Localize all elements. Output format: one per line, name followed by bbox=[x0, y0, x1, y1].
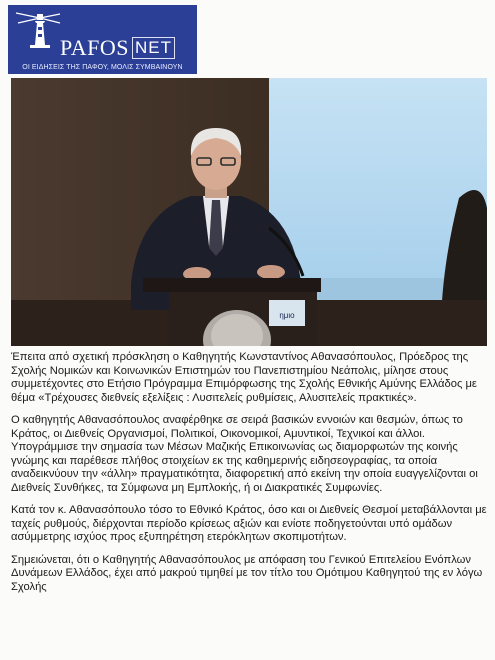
article-paragraph: Σημειώνεται, ότι ο Καθηγητής Αθανασόπουλος με απόφαση του Γενικού Επιτελείου Ενόπλων Δυνάμεων Ελλάδος, έχει από μακρού τιμηθεί με τον τίτλο του Ομότιμου Καθηγητού της εν λόγω Σχολής bbox=[11, 553, 483, 593]
lecture-photo bbox=[11, 78, 487, 346]
brand-net: NET bbox=[132, 37, 175, 59]
masthead bbox=[8, 5, 197, 74]
brand-pafos: PAFOS bbox=[60, 35, 129, 60]
podium-top bbox=[143, 278, 321, 292]
article-paragraph: Κατά τον κ. Αθανασόπουλο τόσο το Εθνικό Κράτος, όσο και οι Διεθνείς Θεσμοί μεταβάλλονται με ταχείς ρυθμούς, διέρχονται περίοδο κρίσεως αξιών και ενίοτε ποδηγετούνται υπό ομάδων ασύμμετρης ισχύος προς εξυπηρέτηση ετερόκλητων σκοπιμοτήτων. bbox=[11, 504, 487, 544]
article-paragraph: Έπειτα από σχετική πρόσκληση ο Καθηγητής Κωνσταντίνος Αθανασόπουλος, Πρόεδρος της Σχολής Νομικών και Κοινωνικών Επιστημών του Πανεπιστημίου Νεάπολις, μίλησε στους συμμετέχοντες στο Ετήσιο Πρόγραμμα Επιμόρφωσης της Σχολής Εθνικής Αμύνης Ελλάδος με θέμα «Τρέχουσες διεθνείς εξελίξεις : Λυσιτελείς ρυθμίσεις, Αλυσιτελείς πρακτικές». bbox=[11, 351, 477, 404]
lighthouse-logo-icon bbox=[14, 11, 62, 51]
brand-wordmark bbox=[60, 37, 175, 59]
article-paragraph: Ο καθηγητής Αθανασόπουλος αναφέρθηκε σε σειρά βασικών εννοιών και θεσμών, όπως το Κράτος, οι Διεθνείς Οργανισμοί, Πολιτικοί, Οικονομικοί, Αμυντικοί, Τεχνικοί και άλλοι. Υπογράμμισε την σημασία των Μέσων Μαζικής Επικοινωνίας ως διαμορφωτών της κοινής γνώμης και παρέθεσε πλήθος στοιχείων εκ της καθημερινής ειδησεογραφίας, τα οποία αναδεικνύουν την «άλλη» πραγματικότητα, διαφορετική από εκείνη την οποία ευαγγελίζονται οι Διεθνείς Συνθήκες, τα Σύμφωνα μη Εμπλοκής, ή οι Διακρατικές Συμφωνίες. bbox=[11, 413, 478, 494]
podium-sign: ημιο bbox=[279, 311, 295, 320]
masthead-tagline: ΟΙ ΕΙΔΗΣΕΙΣ ΤΗΣ ΠΑΦΟΥ, ΜΟΛΙΣ ΣΥΜΒΑΙΝΟΥΝ bbox=[22, 64, 183, 71]
article-body bbox=[11, 351, 487, 603]
